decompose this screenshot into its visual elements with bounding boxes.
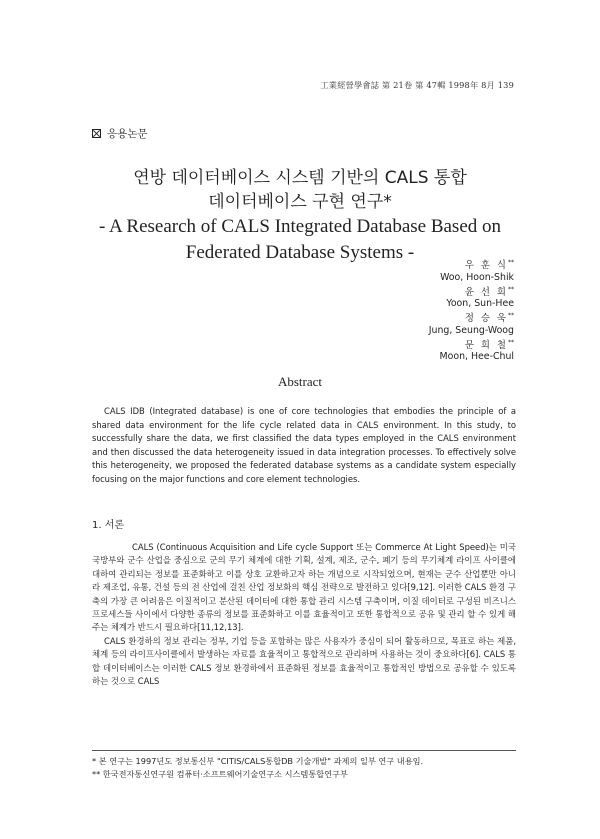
- boxed-x-icon: [92, 129, 101, 138]
- author-mark: **: [508, 259, 514, 266]
- author-english-name: Moon, Hee-Chul: [439, 351, 514, 363]
- footnote-affiliation: ** 한국전자통신연구원 컴퓨터·소프트웨어기술연구소 시스템통합연구부: [92, 769, 348, 779]
- author-korean-name: 문 희 철**: [464, 338, 514, 351]
- title-korean-line-2: 데이터베이스 구현 연구*: [208, 192, 392, 212]
- author-korean-name: 우 훈 식**: [464, 259, 514, 272]
- footnote-divider: [92, 750, 516, 751]
- author-mark: **: [508, 338, 514, 346]
- author-korean-name: 윤 선 희**: [464, 285, 514, 298]
- introduction-paragraph-1: CALS (Continuous Acquisition and Life cycle Support 또는 Commerce At Light Speed)는 미국 국방부와 군수 산업을 중심으로 군의 무기 체계에 대한 기획, 설계, 제조, 군수, 폐기 등의 무기체계 라이프 사이클에 대하여 관리되는 정보를 표준화하고 이를 상호 교환하고자 하는 개념으로 시작되었으며, 현재는 군수 산업뿐만 아니라 제조업, 유통, 건설 등의 전 산업에 걸친 산업 정보화의 핵심 전략으로 발전하고 있다[9,12]. 이러한 CALS 환경 구축의 가장 큰 어려움은 이질적이고 분산된 데이터에 대한 통합 관리 시스템 구축이며, 이질 데이터로 구성된 비즈니스 프로세스들 사이에서 다양한 종류의 정보를 표준화하고 이를 효율적이고 또한 통합적으로 공유 및 관리 할 수 있게 해주는 체계가 반드시 필요하다[11,12,13].: [92, 542, 516, 633]
- author-korean-name: 정 승 욱**: [464, 312, 514, 325]
- section-tag-label: 응용논문: [107, 128, 148, 140]
- running-header: 工業經營學會誌 第 21卷 第 47輯 1998年 8月 139: [320, 80, 514, 90]
- author-english-name: Yoon, Sun-Hee: [446, 298, 514, 310]
- title-english-line-1: - A Research of CALS Integrated Database Based on: [98, 216, 502, 237]
- author-english-name: Jung, Seung-Woog: [428, 324, 514, 336]
- footnotes: [92, 755, 522, 781]
- introduction-body: [92, 541, 516, 688]
- section-heading-introduction: 1. 서론: [92, 520, 125, 531]
- footnote-funding: * 본 연구는 1997년도 정보통신부 "CITIS/CALS통합DB 기술개발" 과제의 일부 연구 내용임.: [92, 756, 424, 766]
- abstract-paragraph: CALS IDB (Integrated database) is one of core technologies that embodies the principle of a shared data environment for the life cycle related data in CALS environment. In this study, to successfully share the data, we first classified the data types employed in the CALS environment and then discussed the data heterogeneity issued in data integration processes. To effectively solve this heterogeneity, we proposed the federated database systems as a candidate system especially focusing on the major functions and core element technologies.: [92, 406, 516, 484]
- abstract-body: [92, 405, 516, 487]
- section-tag: [92, 126, 148, 141]
- abstract-heading: Abstract: [277, 374, 323, 389]
- author-mark: **: [508, 285, 514, 293]
- author-english-name: Woo, Hoon-Shik: [440, 271, 514, 283]
- title-block: [0, 166, 600, 266]
- author-mark: **: [508, 312, 514, 320]
- author-list: [429, 257, 514, 363]
- title-korean-line-1: 연방 데이터베이스 시스템 기반의 CALS 통합: [133, 168, 467, 188]
- introduction-paragraph-2: CALS 환경하의 정보 관리는 정부, 기업 등을 포함하는 많은 사용자가 중심이 되어 활동하므로, 목표로 하는 제품, 체계 등의 라이프사이클에서 발생하는 자료를 효율적이고 통합적으로 관리하며 사용하는 것이 중요하다[6]. CALS 통합 데이터베이스는 이러한 CALS 정보 환경하에서 표준화된 정보를 효율적이고 통합적인 방법으로 공유할 수 있도록 하는 것으로 CALS: [92, 635, 516, 687]
- title-english-line-2: Federated Database Systems -: [185, 242, 415, 263]
